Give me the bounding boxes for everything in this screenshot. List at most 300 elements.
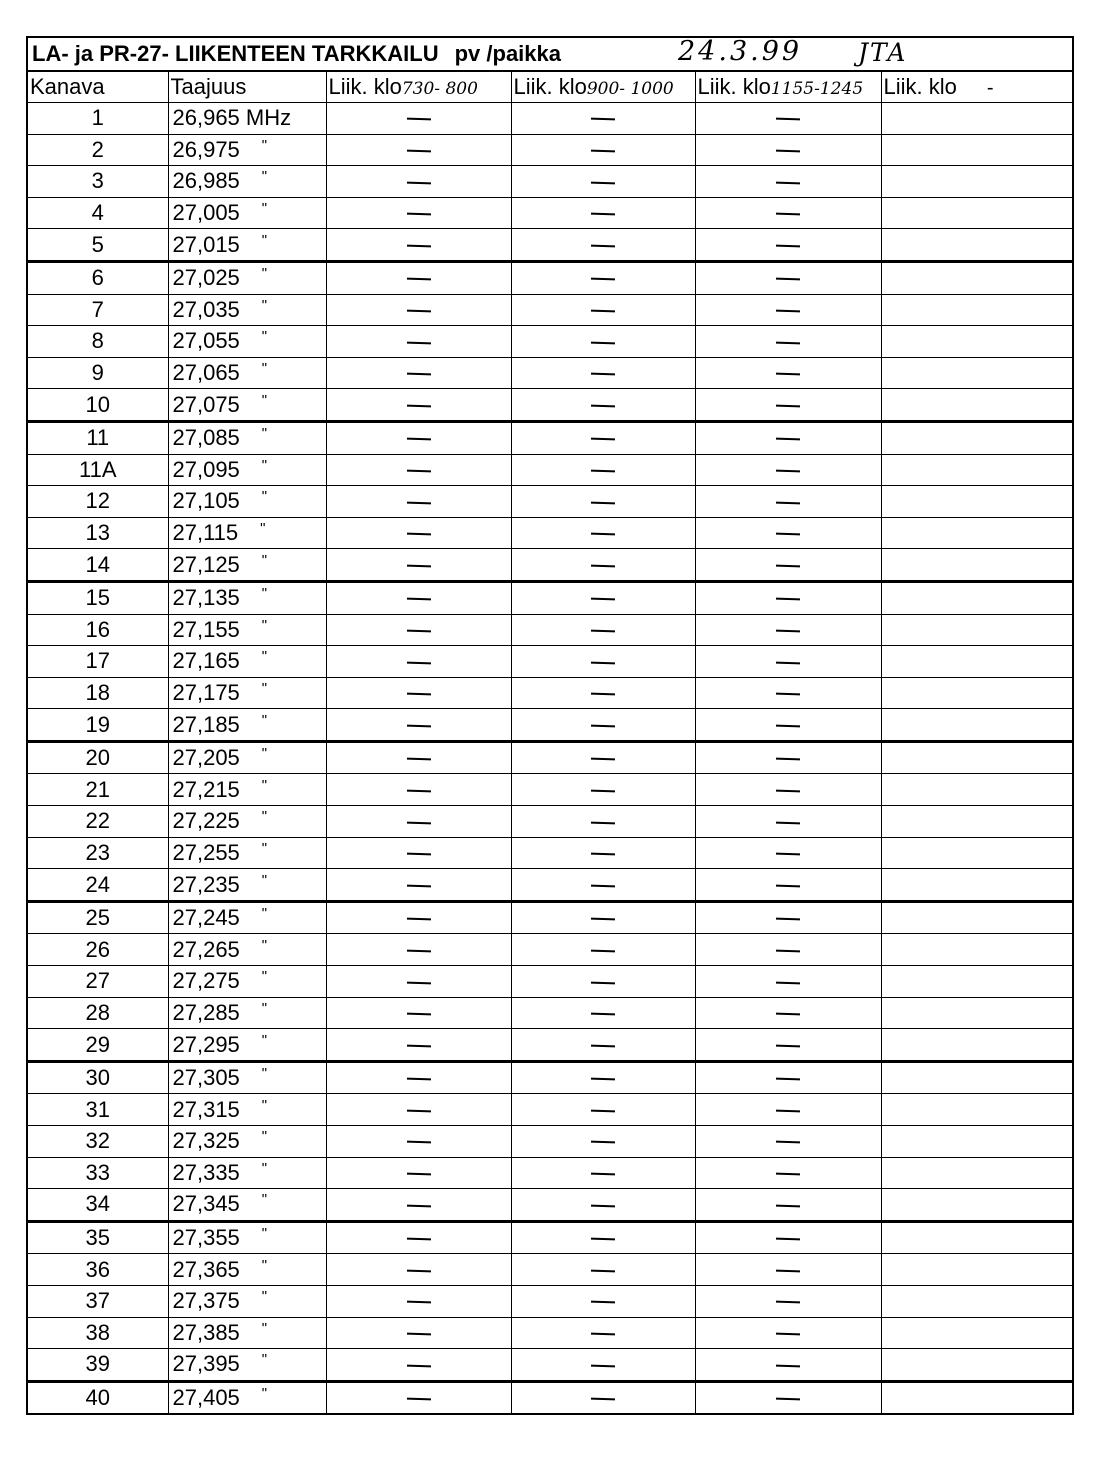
no-traffic-mark [406, 373, 430, 376]
table-row [28, 1349, 1072, 1382]
frequency-cell: 27,025 " [168, 261, 326, 294]
traffic-cell-4 [881, 197, 1072, 229]
traffic-cell-1 [326, 1221, 511, 1254]
table-row [28, 166, 1072, 198]
channel-cell: 5 [28, 229, 168, 262]
traffic-cell-2 [511, 103, 695, 135]
frequency-cell: 27,215 " [168, 774, 326, 806]
traffic-cell-1 [326, 166, 511, 198]
no-traffic-mark [591, 404, 615, 407]
traffic-cell-4 [881, 294, 1072, 326]
traffic-cell-1 [326, 326, 511, 358]
traffic-cell-1 [326, 261, 511, 294]
no-traffic-mark [776, 181, 800, 184]
traffic-cell-4 [881, 774, 1072, 806]
traffic-cell-2 [511, 581, 695, 614]
handwritten-time-3: 1155-1245 [770, 79, 864, 99]
channel-cell: 34 [28, 1189, 168, 1222]
ditto-mark: " [261, 839, 268, 857]
no-traffic-mark [406, 661, 430, 664]
traffic-cell-3 [695, 357, 881, 389]
frequency-cell: 27,395 " [168, 1349, 326, 1382]
no-traffic-mark [406, 244, 430, 247]
no-traffic-mark [406, 918, 430, 921]
frequency-cell: 27,275 " [168, 966, 326, 998]
no-traffic-mark [591, 758, 615, 761]
traffic-cell-1 [326, 1094, 511, 1126]
no-traffic-mark [406, 470, 430, 473]
channel-cell: 14 [28, 549, 168, 582]
traffic-cell-2 [511, 741, 695, 774]
no-traffic-mark [406, 278, 430, 281]
traffic-cell-4 [881, 1317, 1072, 1349]
traffic-cell-4 [881, 357, 1072, 389]
frequency-cell: 27,105 " [168, 486, 326, 518]
table-row [28, 581, 1072, 614]
no-traffic-mark [591, 150, 615, 153]
no-traffic-mark [776, 693, 800, 696]
no-traffic-mark [591, 501, 615, 504]
table-row [28, 261, 1072, 294]
traffic-cell-1 [326, 103, 511, 135]
channel-table [28, 72, 1072, 1413]
traffic-cell-3 [695, 709, 881, 742]
no-traffic-mark [776, 341, 800, 344]
traffic-cell-1 [326, 517, 511, 549]
no-traffic-mark [776, 918, 800, 921]
traffic-cell-2 [511, 709, 695, 742]
table-row [28, 1061, 1072, 1094]
traffic-cell-3 [695, 486, 881, 518]
traffic-cell-1 [326, 134, 511, 166]
ditto-mark: " [261, 1288, 268, 1306]
frequency-cell: 26,965 MHz [168, 103, 326, 135]
traffic-cell-2 [511, 1381, 695, 1413]
table-row [28, 741, 1072, 774]
table-row [28, 709, 1072, 742]
channel-cell: 28 [28, 997, 168, 1029]
frequency-cell: 27,295 " [168, 1029, 326, 1062]
traffic-cell-4 [881, 389, 1072, 422]
channel-cell: 31 [28, 1094, 168, 1126]
no-traffic-mark [776, 1044, 800, 1047]
no-traffic-mark [591, 598, 615, 601]
traffic-cell-3 [695, 966, 881, 998]
traffic-cell-3 [695, 806, 881, 838]
traffic-cell-3 [695, 229, 881, 262]
no-traffic-mark [406, 1044, 430, 1047]
traffic-cell-4 [881, 901, 1072, 934]
table-row [28, 1285, 1072, 1317]
table-row [28, 806, 1072, 838]
frequency-cell: 27,335 " [168, 1157, 326, 1189]
frequency-cell: 27,085 " [168, 421, 326, 454]
traffic-cell-2 [511, 326, 695, 358]
header-liik-2: Liik. klo900- 1000 [511, 72, 695, 103]
table-row [28, 869, 1072, 902]
no-traffic-mark [776, 404, 800, 407]
no-traffic-mark [776, 213, 800, 216]
ditto-mark: " [261, 1096, 268, 1114]
traffic-cell-2 [511, 261, 695, 294]
traffic-cell-2 [511, 774, 695, 806]
table-row [28, 103, 1072, 135]
channel-cell: 11 [28, 421, 168, 454]
traffic-cell-3 [695, 389, 881, 422]
table-row [28, 677, 1072, 709]
traffic-cell-3 [695, 1254, 881, 1286]
traffic-cell-4 [881, 1094, 1072, 1126]
no-traffic-mark [591, 884, 615, 887]
no-traffic-mark [406, 884, 430, 887]
no-traffic-mark [591, 533, 615, 536]
header-liik-4: Liik. klo - [881, 72, 1072, 103]
form-title: LA- ja PR-27- LIIKENTEEN TARKKAILU [32, 41, 439, 66]
no-traffic-mark [406, 1364, 430, 1367]
no-traffic-mark [406, 150, 430, 153]
no-traffic-mark [591, 181, 615, 184]
no-traffic-mark [591, 1238, 615, 1241]
traffic-cell-3 [695, 1157, 881, 1189]
traffic-cell-1 [326, 1381, 511, 1413]
traffic-cell-2 [511, 357, 695, 389]
traffic-cell-1 [326, 869, 511, 902]
traffic-cell-1 [326, 421, 511, 454]
traffic-cell-3 [695, 997, 881, 1029]
no-traffic-mark [591, 1109, 615, 1112]
frequency-cell: 27,355 " [168, 1221, 326, 1254]
traffic-cell-4 [881, 229, 1072, 262]
no-traffic-mark [406, 118, 430, 121]
table-row [28, 1317, 1072, 1349]
channel-cell: 30 [28, 1061, 168, 1094]
frequency-cell: 27,055 " [168, 326, 326, 358]
traffic-cell-1 [326, 646, 511, 678]
traffic-cell-1 [326, 966, 511, 998]
frequency-cell: 27,035 " [168, 294, 326, 326]
traffic-cell-1 [326, 1061, 511, 1094]
traffic-cell-3 [695, 134, 881, 166]
no-traffic-mark [776, 1333, 800, 1336]
no-traffic-mark [776, 438, 800, 441]
no-traffic-mark [591, 1013, 615, 1016]
no-traffic-mark [406, 1301, 430, 1304]
traffic-cell-4 [881, 421, 1072, 454]
traffic-cell-1 [326, 934, 511, 966]
ditto-mark: " [261, 616, 268, 634]
ditto-mark: " [261, 1385, 268, 1403]
no-traffic-mark [406, 598, 430, 601]
ditto-mark: " [261, 871, 268, 889]
table-row [28, 294, 1072, 326]
frequency-cell: 27,255 " [168, 837, 326, 869]
traffic-cell-2 [511, 389, 695, 422]
traffic-cell-2 [511, 614, 695, 646]
traffic-cell-1 [326, 997, 511, 1029]
channel-cell: 2 [28, 134, 168, 166]
traffic-cell-3 [695, 869, 881, 902]
no-traffic-mark [776, 790, 800, 793]
no-traffic-mark [591, 244, 615, 247]
channel-cell: 13 [28, 517, 168, 549]
channel-cell: 19 [28, 709, 168, 742]
no-traffic-mark [591, 693, 615, 696]
traffic-cell-1 [326, 741, 511, 774]
traffic-cell-2 [511, 934, 695, 966]
channel-cell: 35 [28, 1221, 168, 1254]
frequency-cell: 27,155 " [168, 614, 326, 646]
no-traffic-mark [406, 1013, 430, 1016]
traffic-cell-4 [881, 1126, 1072, 1158]
traffic-cell-3 [695, 103, 881, 135]
no-traffic-mark [776, 884, 800, 887]
ditto-mark: " [261, 999, 268, 1017]
frequency-cell: 27,405 " [168, 1381, 326, 1413]
traffic-cell-2 [511, 806, 695, 838]
no-traffic-mark [406, 950, 430, 953]
traffic-cell-2 [511, 549, 695, 582]
no-traffic-mark [591, 790, 615, 793]
table-row [28, 454, 1072, 486]
no-traffic-mark [591, 373, 615, 376]
no-traffic-mark [591, 630, 615, 633]
channel-cell: 39 [28, 1349, 168, 1382]
channel-cell: 25 [28, 901, 168, 934]
table-row [28, 389, 1072, 422]
traffic-cell-2 [511, 837, 695, 869]
no-traffic-mark [591, 981, 615, 984]
channel-cell: 12 [28, 486, 168, 518]
traffic-cell-1 [326, 774, 511, 806]
table-row [28, 1094, 1072, 1126]
frequency-cell: 27,305 " [168, 1061, 326, 1094]
ditto-mark: " [261, 265, 268, 283]
traffic-cell-3 [695, 517, 881, 549]
frequency-cell: 27,165 " [168, 646, 326, 678]
no-traffic-mark [776, 501, 800, 504]
no-traffic-mark [776, 150, 800, 153]
channel-cell: 29 [28, 1029, 168, 1062]
traffic-cell-3 [695, 294, 881, 326]
no-traffic-mark [591, 470, 615, 473]
no-traffic-mark [776, 853, 800, 856]
ditto-mark: " [261, 745, 268, 763]
no-traffic-mark [776, 1078, 800, 1081]
frequency-cell: 27,095 " [168, 454, 326, 486]
frequency-cell: 27,285 " [168, 997, 326, 1029]
frequency-cell: 27,115 " [168, 517, 326, 549]
no-traffic-mark [776, 278, 800, 281]
channel-cell: 18 [28, 677, 168, 709]
traffic-cell-4 [881, 741, 1072, 774]
table-row [28, 134, 1072, 166]
no-traffic-mark [776, 1364, 800, 1367]
traffic-cell-3 [695, 549, 881, 582]
traffic-cell-4 [881, 261, 1072, 294]
no-traffic-mark [406, 1398, 430, 1401]
channel-cell: 10 [28, 389, 168, 422]
no-traffic-mark [776, 564, 800, 567]
frequency-cell: 27,385 " [168, 1317, 326, 1349]
traffic-cell-3 [695, 1221, 881, 1254]
frequency-cell: 27,065 " [168, 357, 326, 389]
no-traffic-mark [406, 790, 430, 793]
traffic-cell-4 [881, 1029, 1072, 1062]
traffic-cell-3 [695, 774, 881, 806]
no-traffic-mark [776, 630, 800, 633]
traffic-cell-1 [326, 357, 511, 389]
traffic-cell-1 [326, 294, 511, 326]
traffic-cell-2 [511, 1094, 695, 1126]
table-row [28, 326, 1072, 358]
traffic-cell-3 [695, 454, 881, 486]
no-traffic-mark [776, 950, 800, 953]
no-traffic-mark [406, 533, 430, 536]
traffic-cell-3 [695, 837, 881, 869]
no-traffic-mark [776, 1109, 800, 1112]
table-row [28, 197, 1072, 229]
traffic-cell-1 [326, 229, 511, 262]
frequency-cell: 27,365 " [168, 1254, 326, 1286]
channel-cell: 21 [28, 774, 168, 806]
frequency-cell: 26,975 " [168, 134, 326, 166]
table-row [28, 966, 1072, 998]
traffic-cell-2 [511, 1221, 695, 1254]
ditto-mark: " [261, 585, 268, 603]
channel-cell: 33 [28, 1157, 168, 1189]
traffic-cell-3 [695, 1189, 881, 1222]
header-taajuus: Taajuus [168, 72, 326, 103]
header-kanava: Kanava [28, 72, 168, 103]
no-traffic-mark [776, 1269, 800, 1272]
traffic-cell-4 [881, 454, 1072, 486]
ditto-mark: " [261, 328, 268, 346]
traffic-cell-3 [695, 741, 881, 774]
traffic-cell-2 [511, 197, 695, 229]
no-traffic-mark [591, 1044, 615, 1047]
no-traffic-mark [406, 404, 430, 407]
traffic-cell-3 [695, 421, 881, 454]
no-traffic-mark [591, 1078, 615, 1081]
ditto-mark: " [261, 936, 268, 954]
traffic-cell-3 [695, 934, 881, 966]
channel-cell: 8 [28, 326, 168, 358]
traffic-cell-4 [881, 1349, 1072, 1382]
table-row [28, 1254, 1072, 1286]
form-title-row [28, 38, 1072, 72]
no-traffic-mark [406, 181, 430, 184]
traffic-cell-1 [326, 709, 511, 742]
traffic-cell-3 [695, 197, 881, 229]
traffic-cell-1 [326, 486, 511, 518]
traffic-cell-2 [511, 1157, 695, 1189]
no-traffic-mark [776, 1238, 800, 1241]
ditto-mark: " [261, 168, 268, 186]
traffic-cell-3 [695, 166, 881, 198]
traffic-cell-2 [511, 134, 695, 166]
table-row [28, 614, 1072, 646]
traffic-cell-2 [511, 677, 695, 709]
no-traffic-mark [406, 758, 430, 761]
ditto-mark: " [261, 648, 268, 666]
no-traffic-mark [591, 1333, 615, 1336]
ditto-mark: " [261, 360, 268, 378]
traffic-cell-2 [511, 517, 695, 549]
table-row [28, 1126, 1072, 1158]
table-row [28, 1381, 1072, 1413]
traffic-cell-4 [881, 1221, 1072, 1254]
header-liik-3: Liik. klo1155-1245 [695, 72, 881, 103]
no-traffic-mark [406, 1238, 430, 1241]
header-liik-1: Liik. klo730- 800 [326, 72, 511, 103]
no-traffic-mark [776, 244, 800, 247]
ditto-mark: " [261, 776, 268, 794]
no-traffic-mark [591, 1301, 615, 1304]
table-row [28, 517, 1072, 549]
no-traffic-mark [591, 341, 615, 344]
frequency-cell: 27,325 " [168, 1126, 326, 1158]
channel-cell: 27 [28, 966, 168, 998]
no-traffic-mark [776, 118, 800, 121]
no-traffic-mark [406, 501, 430, 504]
traffic-cell-1 [326, 1157, 511, 1189]
traffic-cell-3 [695, 1029, 881, 1062]
traffic-cell-3 [695, 1381, 881, 1413]
traffic-cell-2 [511, 966, 695, 998]
no-traffic-mark [776, 1204, 800, 1207]
no-traffic-mark [591, 278, 615, 281]
no-traffic-mark [591, 118, 615, 121]
traffic-cell-3 [695, 1126, 881, 1158]
frequency-cell: 27,375 " [168, 1285, 326, 1317]
traffic-cell-4 [881, 934, 1072, 966]
no-traffic-mark [406, 724, 430, 727]
no-traffic-mark [591, 821, 615, 824]
table-row [28, 1221, 1072, 1254]
table-row [28, 1189, 1072, 1222]
traffic-cell-4 [881, 166, 1072, 198]
traffic-cell-2 [511, 454, 695, 486]
no-traffic-mark [776, 1301, 800, 1304]
traffic-cell-2 [511, 1285, 695, 1317]
channel-cell: 17 [28, 646, 168, 678]
table-row [28, 901, 1072, 934]
traffic-cell-1 [326, 454, 511, 486]
ditto-mark: " [260, 520, 266, 538]
traffic-cell-4 [881, 1285, 1072, 1317]
traffic-cell-3 [695, 581, 881, 614]
ditto-mark: " [261, 391, 268, 409]
traffic-cell-2 [511, 229, 695, 262]
traffic-cell-3 [695, 1349, 881, 1382]
no-traffic-mark [591, 950, 615, 953]
no-traffic-mark [406, 1269, 430, 1272]
table-row [28, 1029, 1072, 1062]
traffic-cell-4 [881, 549, 1072, 582]
no-traffic-mark [406, 213, 430, 216]
channel-cell: 1 [28, 103, 168, 135]
traffic-cell-1 [326, 1189, 511, 1222]
no-traffic-mark [406, 1333, 430, 1336]
ditto-mark: " [261, 1191, 268, 1209]
ditto-mark: " [261, 1351, 268, 1369]
no-traffic-mark [776, 470, 800, 473]
traffic-cell-2 [511, 294, 695, 326]
no-traffic-mark [591, 564, 615, 567]
no-traffic-mark [776, 1013, 800, 1016]
traffic-cell-4 [881, 486, 1072, 518]
ditto-mark: " [261, 968, 268, 986]
